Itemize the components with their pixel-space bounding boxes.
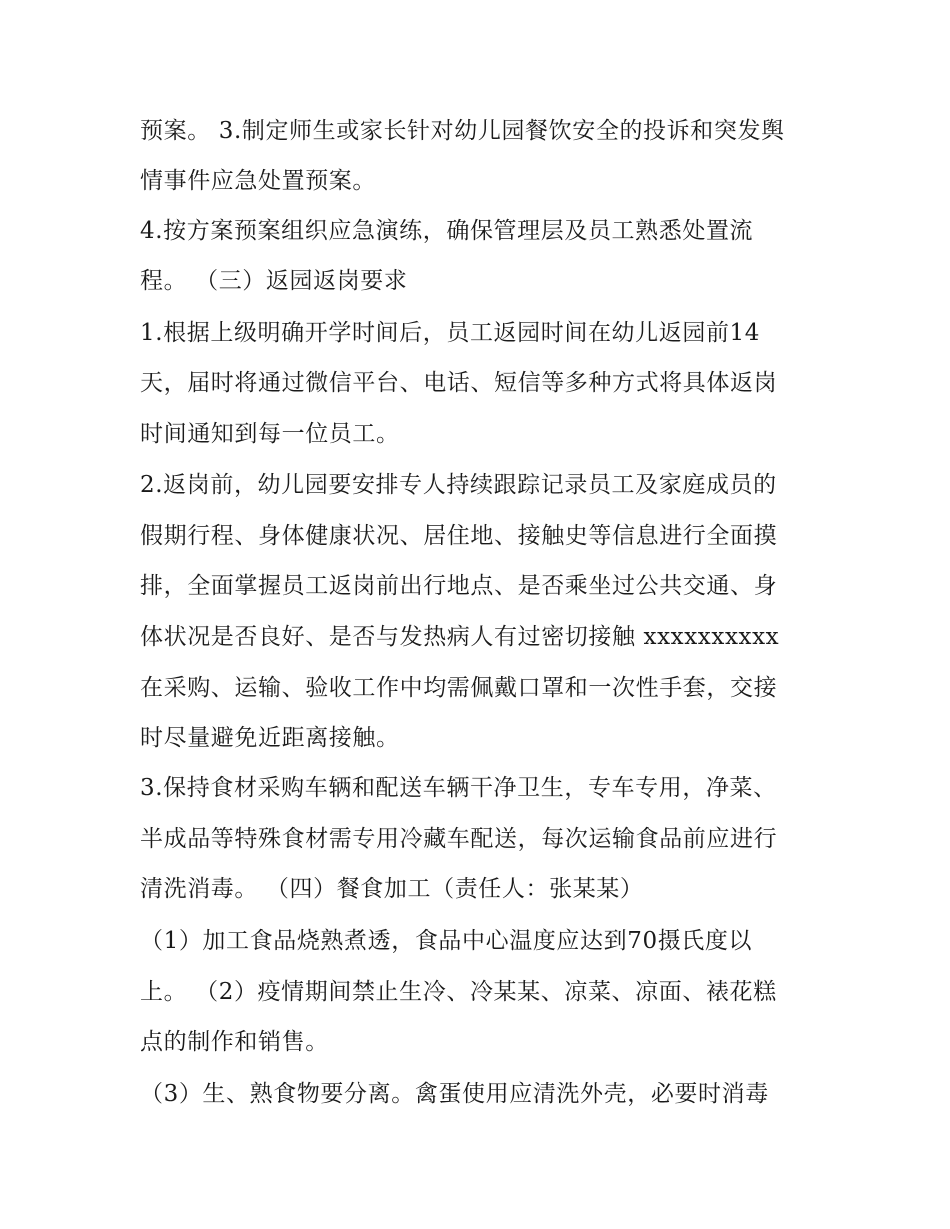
text-line-14: 3.保持食材采购车辆和配送车辆干净卫生，专车专用，净菜、: [140, 775, 777, 801]
text-line-8: 2.返岗前，幼儿园要安排专人持续跟踪记录员工及家庭成员的: [140, 472, 777, 498]
text-line-5: 1.根据上级明确开学时间后，员工返园时间在幼儿返园前14: [140, 320, 761, 346]
text-line-2: 情事件应急处置预案。: [140, 168, 376, 194]
text-line-18: 上。 （2）疫情期间禁止生冷、冷某某、凉菜、凉面、裱花糕: [140, 979, 777, 1005]
text-line-9: 假期行程、身体健康状况、居住地、接触史等信息进行全面摸: [140, 523, 778, 549]
text-line-11: 体状况是否良好、是否与发热病人有过密切接触 xxxxxxxxxx: [140, 624, 780, 650]
text-line-20: （3）生、熟食物要分离。禽蛋使用应清洗外壳，必要时消毒: [140, 1081, 769, 1107]
text-line-3: 4.按方案预案组织应急演练，确保管理层及员工熟悉处置流: [140, 218, 754, 244]
text-line-12: 在采购、运输、验收工作中均需佩戴口罩和一次性手套，交接: [140, 675, 778, 701]
text-line-17: （1）加工食品烧熟煮透，食品中心温度应达到70摄氏度以: [140, 928, 753, 954]
text-line-7: 时间通知到每一位员工。: [140, 421, 400, 447]
text-line-19: 点的制作和销售。: [140, 1029, 329, 1055]
text-line-13: 时尽量避免近距离接触。: [140, 725, 400, 751]
text-line-1: 预案。 3.制定师生或家长针对幼儿园餐饮安全的投诉和突发舆: [140, 118, 785, 144]
text-line-10: 排，全面掌握员工返岗前出行地点、是否乘坐过公共交通、身: [140, 573, 778, 599]
text-line-16: 清洗消毒。 （四）餐食加工（责任人：张某某）: [140, 876, 644, 902]
text-line-6: 天，届时将通过微信平台、电话、短信等多种方式将具体返岗: [140, 370, 778, 396]
text-line-15: 半成品等特殊食材需专用冷藏车配送，每次运输食品前应进行: [140, 826, 778, 852]
text-line-4: 程。 （三）返园返岗要求: [140, 268, 408, 294]
